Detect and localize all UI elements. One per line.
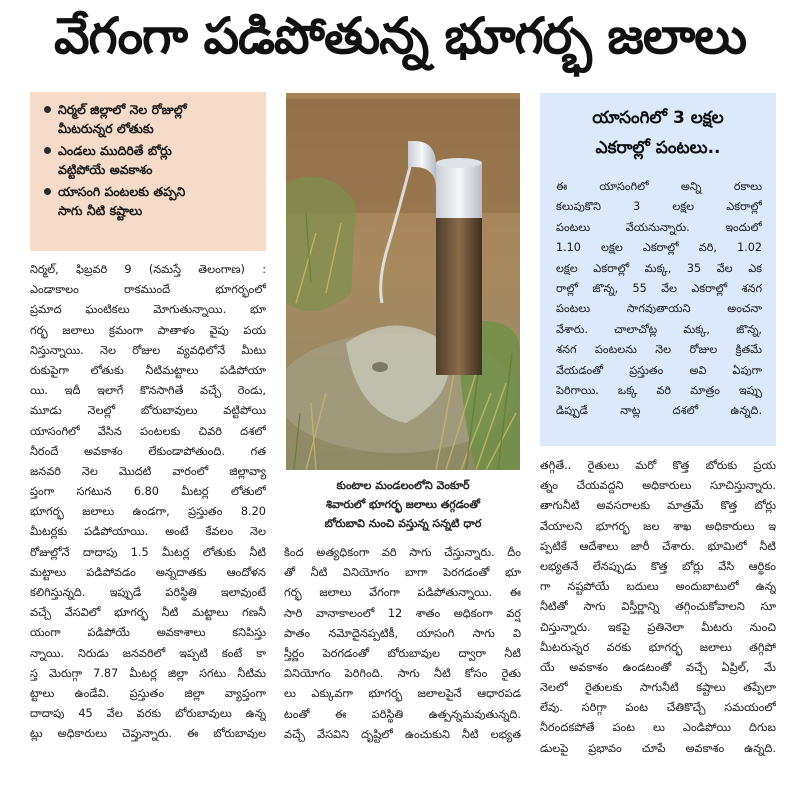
text-line: నీరందే అవకాశం లేకుండాపోతుంది. గత [30, 444, 266, 458]
text-line: చిస్తున్నారు. ఇకపై ప్రతినెలా మీటరు నుంచి [540, 620, 776, 634]
text-line: వేయాలని భూగర్భ జల శాఖ అధికారులు ఇ [540, 519, 776, 533]
text-line: దాదాపు 45 వేల వరకు బోరుబావులు ఉన్న [30, 707, 266, 721]
text-line: ప్తంగా సగటున 6.80 మీటర్ల లోతులో [30, 485, 266, 499]
text-line: జనవరి నెల మొదటి వారంలో జిల్లావ్యా [30, 464, 266, 478]
text-line: మూడు నెలల్లో బోరుబావులు వట్టిపోయి [30, 404, 266, 418]
text-line: ఈ యాసంగిలో అన్ని రకాలు [556, 180, 762, 193]
sidebar-title: యాసంగిలో 3 లక్షల ఎకరాల్లో పంటలు.. [592, 108, 724, 158]
text-line: త్నం చేయవద్దని అధికారులు సూచిస్తున్నారు. [540, 479, 776, 493]
article-column-left [30, 260, 266, 745]
caption-line: కుంటాల మండలంలోని వెంకూర్ [336, 478, 470, 492]
text-line: సారి వానాకాలంలో 12 శాతం అధికంగా వర్ష [284, 606, 521, 620]
text-line: కలిగిస్తున్నది. ఇప్పుడే పరిస్థితి ఇలావుంటే [30, 586, 266, 599]
text-line: నెలలో రైతులకు సాగునీటి కష్టాలు తప్పేలా [540, 681, 776, 695]
article-column-right [540, 456, 776, 759]
text-line: కింద అత్యధికంగా వరి సాగు చేస్తున్నారు. దీం [284, 546, 521, 559]
text-line: మట్టాలు పడిపోవడం అన్నదాతకు ఆందోళన [30, 565, 266, 579]
bullet-icon [44, 188, 51, 195]
caption-line: శివారులో భూగర్భ జలాలు తగ్గడంతో [325, 497, 480, 511]
text-line: యే అవకాశం ఉండటంతో వచ్చే ఏప్రిల్, మే [540, 660, 776, 674]
highlight-item: నిర్మల్ జిల్లాలో నెల రోజుల్లో మీటరున్నర లోతుకు [42, 100, 258, 138]
text-line: రాల్లో జొన్న, 55 వేల ఎకరాల్లో శనగ [556, 281, 762, 295]
text-line: తాగునీటి అవసరాలకు మాత్రమే కొత్త బోర్లు [540, 499, 776, 513]
text-line: నిర్మల్, ఫిబ్రవరి 9 (నమస్తే తెలంగాణ) : [30, 263, 266, 276]
text-line: నిస్తున్నాయి. నెల రోజుల వ్యవధిలోనే మీటు [30, 343, 266, 357]
text-line: ట్టాలు ఉండేవి. ప్రస్తుతం జిల్లా వ్యాప్తంగా [30, 686, 266, 700]
text-line: న్నాయి. నిరుడు జనవరిలో ఇప్పటి కంటే కా [30, 646, 266, 660]
text-line: ప్పటికే ఆదేశాలు జారీ చేశారు. భూమిలో నీటి [540, 539, 776, 553]
text-line: డిప్పుడే నాట్ల దశలో ఉన్నది. [556, 404, 762, 418]
highlight-item: ఎండలు ముదిరితే బోర్లు వట్టిపోయే అవకాశం [42, 141, 258, 179]
photo-caption [286, 472, 520, 536]
text-line: వేయడంతో ప్రస్తుతం అవి ఏపుగా [556, 363, 762, 377]
text-line: నీటితో సాగు విస్తీర్ణాన్ని తగ్గించుకోవాలని సూ [540, 600, 776, 614]
text-line: వచ్చే వేసవిలో భూగర్భ నీటి మట్టాలు గణనీ [30, 606, 266, 620]
text-line: లక్షల ఎకరాల్లో మక్క, 35 వేల ఎక [556, 261, 762, 275]
text-line: తగ్గితే.. రైతులు మరో కొత్త బోరుకు ప్రయ [540, 459, 776, 472]
highlight-item: యాసంగి పంటలకు తప్పని సాగు నీటి కష్టాలు [42, 182, 258, 220]
text-line: 1.10 లక్షల ఎకరాల్లో వరి, 1.02 [556, 241, 762, 255]
caption-line: బోరుబావి నుంచి వస్తున్న సన్నటి ధార [324, 516, 482, 530]
borewell-photo [286, 93, 520, 470]
text-line: వినియోగం పెరిగింది. సాగు నీటి కోసం రైతు [284, 667, 521, 681]
bullet-icon [44, 147, 51, 154]
text-line: స్తీర్ణం పెరగడంతో బోరుబావుల ద్వారా నీటి [284, 646, 521, 660]
highlights-box [30, 92, 266, 251]
sidebar-body [556, 177, 762, 422]
text-line: లు ఎక్కువగా భూగర్భ జలాలపైనే ఆధారపడ [284, 687, 521, 701]
bullet-icon [44, 106, 51, 113]
text-line: వేశారు. చాలాచోట్ల మక్క, జొన్న, [556, 322, 762, 336]
headline: వేగంగా పడిపోతున్న భూగర్భ జలాలు [53, 6, 747, 65]
text-line: పంటలు వేయనున్నారు. ఇందులో [556, 220, 762, 234]
text-line: యి. ఇదీ ఇలాగే కొనసాగితే వచ్చే రెండు, [30, 384, 266, 398]
text-line: ప్రమాద ఘంటికలు మోగుతున్నాయి. భూ [30, 303, 266, 317]
text-line: యాసంగిలో వేసిన పంటలకు చివరి దశలో [30, 424, 266, 438]
text-line: టంతో ఈ పరిస్థితి ఉత్పన్నమవుతున్నది. [284, 707, 521, 721]
text-line: కలుపుకొని 3 లక్షల ఎకరాల్లో [556, 200, 762, 214]
text-line: పాతం నమోదైనప్పటికీ, యాసంగి సాగు వి [284, 626, 521, 640]
text-line: శనగ పంటలను నెల రోజుల క్రితమే [556, 343, 762, 357]
text-line: వచ్చే వేసవిని దృష్టిలో ఉంచుకుని నీటి లభ్యత [284, 727, 521, 741]
text-line: గర్భ జలాలు క్రమంగా పాతాళం వైపు పయ [30, 323, 266, 337]
text-line: రోజుల్లోనే దాదాపు 1.5 మీటర్ల లోతుకు నీటి [30, 545, 266, 559]
text-line: నీరందకపోతే పంట లు ఎండిపోయి దిగుబ [540, 721, 776, 735]
text-line: లభ్యతనే లేనప్పుడు కొత్త బోర్లు వేసి ఆర్థికం [540, 559, 776, 573]
text-line: లేవు. సరిగ్గా పంట చేతికొచ్చే సమయంలో [540, 701, 776, 715]
text-line: రుకుపైగా లోతుకు నీటిమట్టాలు పడిపోయా [30, 363, 266, 377]
text-line: డులపై ప్రభావం చూపే అవకాశం ఉన్నది. [540, 741, 776, 755]
text-line: పంటలు సాగవుతాయని అంచనా [556, 302, 762, 316]
text-line: గా నష్టపోయే బదులు అందుబాటులో ఉన్న [540, 580, 776, 594]
text-line: స్త మెరుగ్గా 7.87 మీటర్ల జిల్లా సగటు నీటిమ [30, 666, 266, 680]
article-photo [286, 93, 520, 470]
article-column-middle [284, 543, 521, 745]
text-line: ఎండాకాలం రాకముందే భూగర్భంలో [30, 283, 266, 297]
text-line: మీటర్లకు పడిపోయాయి. అంటే కేవలం నెల [30, 525, 266, 539]
text-line: గర్భ జలాలు వేగంగా పడిపోతున్నాయి. ఈ [284, 586, 521, 600]
text-line: భూగర్భ జలాలు ఉండగా, ప్రస్తుతం 8.20 [30, 505, 266, 519]
text-line: యంగా పడిపోయే అవకాశాలు కనిపిస్తు [30, 626, 266, 640]
text-line: మీటరున్నర వరకు భూగర్భ జలాలు తగ్గిపో [540, 640, 776, 654]
text-line: ట్లు అధికారులు చెప్తున్నారు. ఈ బోరుబావుల [30, 727, 266, 741]
sidebar-box [540, 93, 776, 446]
text-line: పెరిగాయి. ఒక్క వరి మాత్రం ఇప్పు [556, 383, 762, 397]
text-line: తో నీటి వినియోగం బాగా పెరగడంతో భూ [284, 566, 521, 580]
